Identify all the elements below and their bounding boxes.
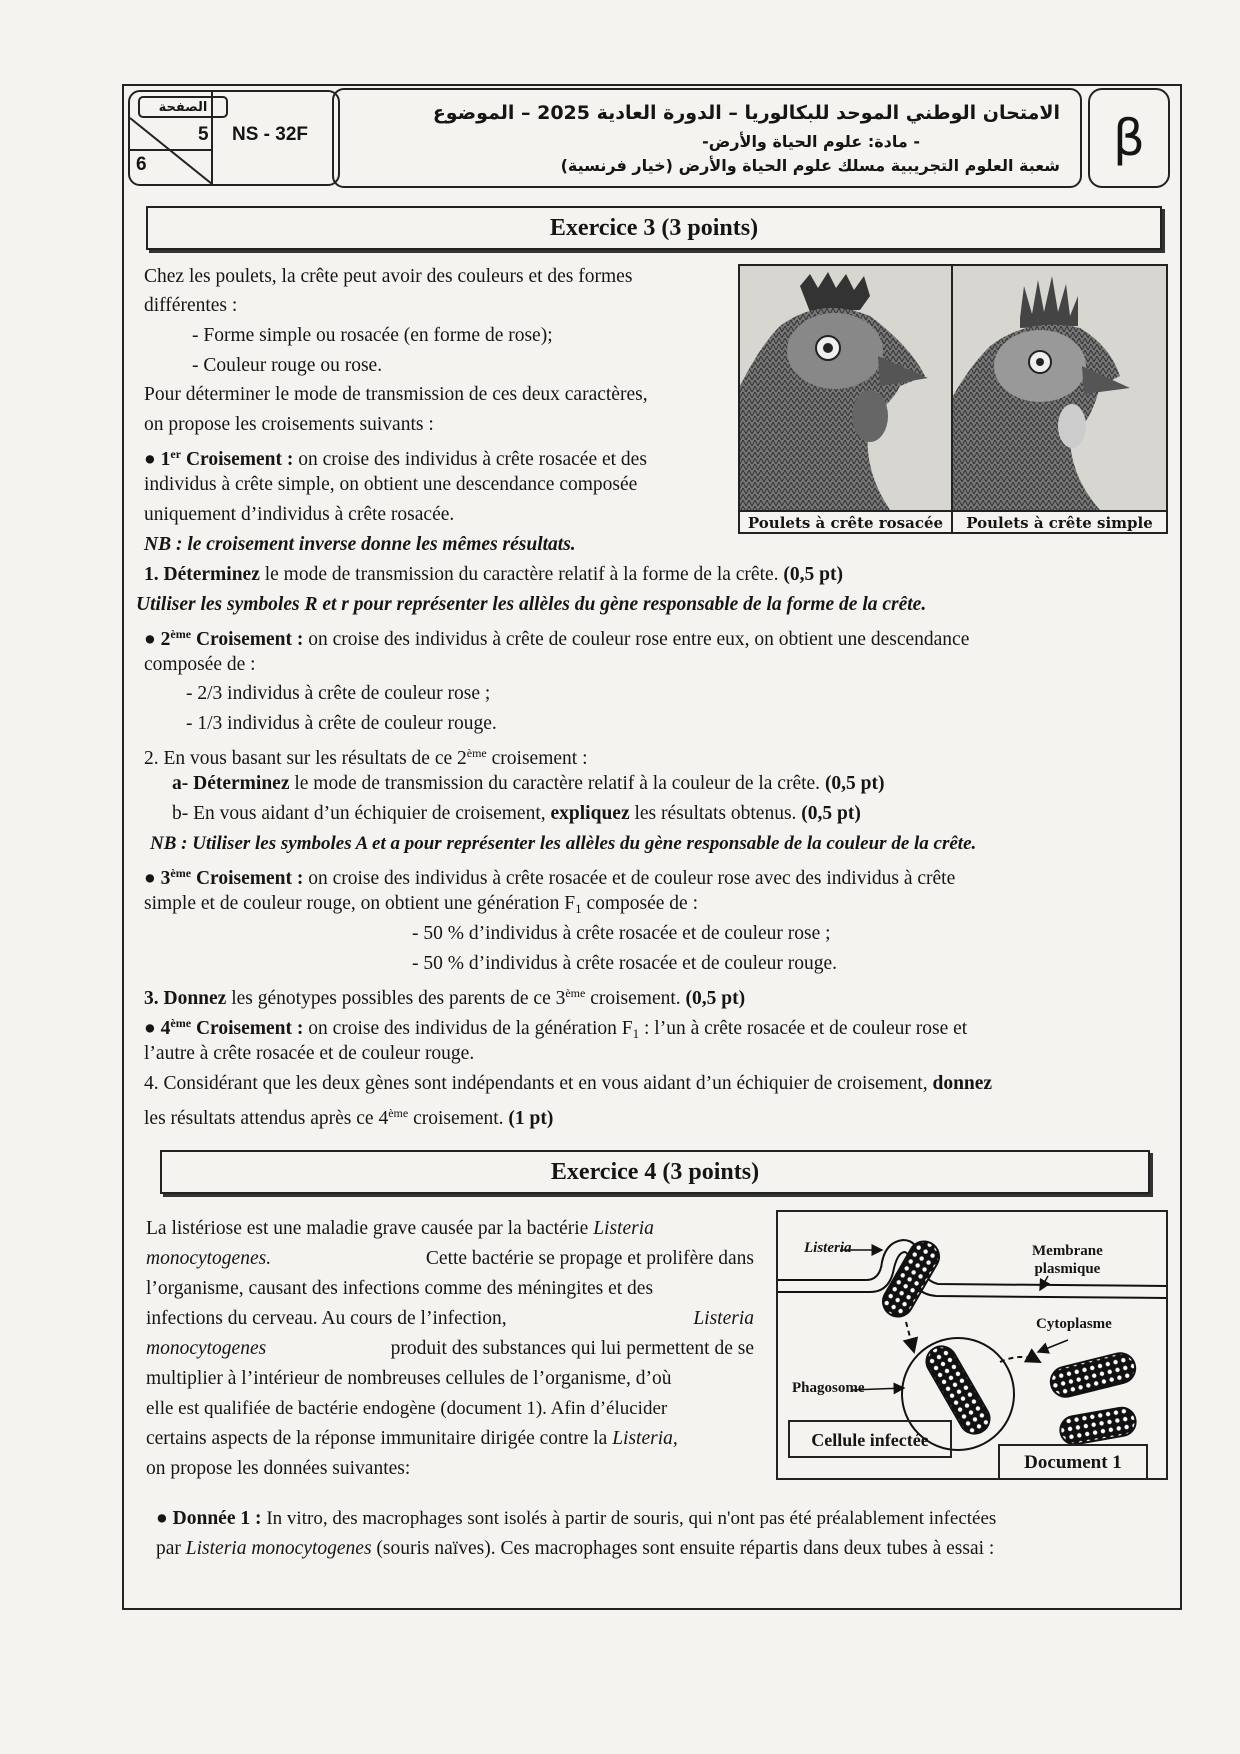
q3-text: les génotypes possibles des parents de ce 3	[231, 988, 566, 1009]
cross-3-text-2b: composée de :	[586, 893, 698, 914]
cross-3-result-2: - 50 % d’individus à crête rosacée et de couleur rouge.	[412, 953, 838, 974]
q4-verb: donnez	[932, 1073, 993, 1094]
label-membrane-2: plasmique	[1034, 1261, 1101, 1277]
ex3-item-1: - Forme simple ou rosacée (en forme de rose);	[192, 325, 553, 346]
cross-2-label: Croisement :	[195, 629, 304, 650]
cross-1-line-3: uniquement d’individus à crête rosacée.	[144, 504, 455, 525]
q1-hint: Utiliser les symboles R et r pour représenter les allèles du gène responsable de la forme de la crête.	[136, 594, 927, 615]
q2b-points: (0,5 pt)	[801, 803, 861, 824]
question-4	[144, 1069, 992, 1099]
q4-text: 4. Considérant que les deux gènes sont indépendants et en vous aidant d’un échiquier de croisement,	[144, 1073, 928, 1094]
cross-1-sup: er	[170, 447, 182, 461]
ex4-l5b: produit des substances qui lui permettent de se	[390, 1338, 754, 1359]
cross-3-text: on croise des individus à crête rosacée et de couleur rose avec des individus à crête	[308, 868, 956, 889]
q2b-verb: expliquez	[550, 803, 630, 824]
q3-text-2: croisement.	[590, 988, 681, 1009]
q2-text-a: 2. En vous basant sur les résultats de ce 2	[144, 748, 467, 769]
donnee-1-text: In vitro, des macrophages sont isolés à partir de souris, qui n'ont pas été préalablement infectées	[266, 1508, 997, 1529]
cross-3-result-1: - 50 % d’individus à crête rosacée et de couleur rose ;	[412, 923, 831, 944]
cross-2-line-1	[144, 620, 969, 655]
bullet: ●	[144, 1018, 156, 1039]
ex4-line-7: elle est qualifiée de bactérie endogène (document 1). Afin d’élucider	[146, 1398, 668, 1419]
cross-2-line-2: composée de :	[144, 654, 256, 675]
label-cellule-infectee: Cellule infectée	[788, 1420, 952, 1458]
q1-num: 1.	[144, 564, 159, 585]
bullet: ●	[144, 629, 156, 650]
ex3-para-1b: on propose les croisements suivants :	[144, 414, 434, 435]
q2-sup: ème	[466, 746, 487, 760]
nb-1: NB : le croisement inverse donne les mêmes résultats.	[144, 534, 576, 555]
cross-4-line-2: l’autre à crête rosacée et de couleur rouge.	[144, 1043, 475, 1064]
cross-2-sup: ème	[170, 627, 192, 641]
cross-1-label: Croisement :	[185, 449, 294, 470]
header-line-3: شعبة العلوم التجريبية مسلك علوم الحياة والأرض (خيار فرنسية)	[560, 156, 1060, 175]
single-comb-chicken	[953, 266, 1166, 510]
photo-caption-rose: Poulets à crête rosacée	[740, 510, 953, 534]
cross-2-num: 2	[160, 629, 171, 650]
q2a-prefix: a-	[172, 773, 189, 794]
question-4-line-2	[144, 1099, 553, 1134]
label-cytoplasme: Cytoplasme	[1036, 1316, 1112, 1332]
ex3-para-1a: Pour déterminer le mode de transmission de ces deux caractères,	[144, 384, 648, 405]
bullet: ●	[144, 449, 156, 470]
ex4-line-9: on propose les données suivantes:	[146, 1458, 411, 1479]
cross-4-text-2: : l’un à crête rosacée et de couleur rose et	[643, 1018, 968, 1039]
chicken-photos-drawing	[740, 266, 1166, 510]
chicken-photos	[738, 264, 1168, 534]
ex4-line-5	[146, 1334, 754, 1364]
ex4-l4b: Listeria	[693, 1308, 754, 1329]
exercise-3-title: Exercice 3 (3 points)	[146, 206, 1162, 250]
cross-4-sup: ème	[170, 1016, 192, 1030]
cross-2-result-2: - 1/3 individus à crête de couleur rouge.	[186, 713, 497, 734]
exam-header	[332, 88, 1082, 188]
cross-4-label: Croisement :	[195, 1018, 304, 1039]
cross-4-text: on croise des individus de la génération F	[308, 1018, 633, 1039]
ex3-intro-2: différentes :	[144, 295, 238, 316]
q1-points: (0,5 pt)	[783, 564, 843, 585]
cross-1-text: on croise des individus à crête rosacée et des	[298, 449, 647, 470]
ex4-line-3: l’organisme, causant des infections comme des méningites et des	[146, 1278, 654, 1299]
ex4-l5a: monocytogenes	[146, 1338, 267, 1359]
ex4-line-4	[146, 1304, 754, 1334]
q2a-verb: Déterminez	[193, 773, 290, 794]
q3-verb: Donnez	[163, 988, 227, 1009]
document-1-title: Document 1	[998, 1444, 1148, 1480]
ex4-l8b: Listeria,	[612, 1428, 678, 1449]
label-listeria: Listeria	[804, 1240, 852, 1256]
exam-code: NS - 32F	[232, 124, 309, 145]
q2b-prefix: b- En vous aidant d’un échiquier de croisement,	[172, 803, 546, 824]
version-beta: β	[1088, 88, 1170, 188]
cross-1-num: 1	[160, 449, 171, 470]
cross-2-result-1: - 2/3 individus à crête de couleur rose ;	[186, 683, 491, 704]
q1-text: le mode de transmission du caractère relatif à la forme de la crête.	[264, 564, 779, 585]
donnee-1-label: Donnée 1 :	[172, 1508, 262, 1529]
cross-3-label: Croisement :	[195, 868, 304, 889]
page-current: 5	[198, 124, 209, 145]
q3-points: (0,5 pt)	[685, 988, 746, 1009]
donnee-1-l2c: (souris naïves). Ces macrophages sont ensuite répartis dans deux tubes à essai :	[376, 1538, 995, 1559]
q3-sup: ème	[565, 986, 586, 1000]
ex4-l4a: infections du cerveau. Au cours de l’infection,	[146, 1308, 507, 1329]
cross-1-line-2: individus à crête simple, on obtient une descendance composée	[144, 474, 638, 495]
document-1	[776, 1210, 1168, 1480]
cross-3-text-2a: simple et de couleur rouge, on obtient une génération F	[144, 893, 576, 914]
nb-2: NB : Utiliser les symboles A et a pour représenter les allèles du gène responsable de la couleur de la crête.	[150, 833, 977, 854]
ex4-l1a: La listériose est une maladie grave causée par la bactérie	[146, 1218, 589, 1239]
q4-text-2a: les résultats attendus après ce 4	[144, 1108, 389, 1129]
donnee-1-line-1	[156, 1504, 996, 1534]
header-line-2: - مادة: علوم الحياة والأرض-	[702, 132, 920, 151]
cross-4-num: 4	[160, 1018, 171, 1039]
question-2a	[172, 769, 885, 799]
ex4-l1b: Listeria	[593, 1218, 654, 1239]
bullet: ●	[144, 868, 156, 889]
question-2b	[172, 799, 861, 829]
page-number-box	[128, 90, 340, 186]
donnee-1-l2b: Listeria monocytogenes	[185, 1538, 372, 1559]
cross-2-text: on croise des individus à crête de couleur rose entre eux, on obtient une descendance	[308, 629, 970, 650]
ex4-l2a: monocytogenes.	[146, 1248, 272, 1269]
donnee-1-l2a: par	[156, 1538, 181, 1559]
ex3-item-2: - Couleur rouge ou rose.	[192, 355, 383, 376]
rose-comb-chicken	[740, 266, 951, 510]
label-membrane-1: Membrane	[1032, 1243, 1103, 1259]
cross-4-sub: 1	[632, 1026, 640, 1041]
cross-3-num: 3	[160, 868, 171, 889]
page-total: 6	[136, 154, 147, 175]
ex4-line-1	[146, 1214, 654, 1244]
q2-text-b: croisement :	[491, 748, 588, 769]
exercise-4-title: Exercice 4 (3 points)	[160, 1150, 1150, 1194]
ex4-l2b: Cette bactérie se propage et prolifère dans	[425, 1248, 754, 1269]
q4-text-2b: croisement.	[413, 1108, 504, 1129]
bullet: ●	[156, 1508, 168, 1529]
cross-3-sup: ème	[170, 866, 192, 880]
ex4-line-2	[146, 1244, 754, 1274]
q4-points: (1 pt)	[508, 1108, 554, 1129]
donnee-1-line-2	[156, 1534, 994, 1564]
header-line-1: الامتحان الوطني الموحد للبكالوريا – الدورة العادية 2025 – الموضوع	[432, 102, 1060, 124]
ex4-l8a: certains aspects de la réponse immunitaire dirigée contre la	[146, 1428, 608, 1449]
cross-3-sub: 1	[575, 901, 582, 916]
q2a-text: le mode de transmission du caractère relatif à la couleur de la crête.	[294, 773, 821, 794]
question-1	[144, 560, 843, 590]
q2b-text: les résultats obtenus.	[634, 803, 797, 824]
ex3-intro-1: Chez les poulets, la crête peut avoir des couleurs et des formes	[144, 266, 633, 287]
label-membrane	[1032, 1242, 1103, 1278]
ex4-line-6: multiplier à l’intérieur de nombreuses cellules de l’organisme, d’où	[146, 1368, 672, 1389]
label-phagosome: Phagosome	[792, 1380, 865, 1396]
q4-sup: ème	[388, 1106, 409, 1120]
q3-num: 3.	[144, 988, 159, 1009]
q2a-points: (0,5 pt)	[824, 773, 885, 794]
q1-verb: Déterminez	[163, 564, 260, 585]
ex4-line-8	[146, 1424, 678, 1454]
page-label: الصفحة	[138, 96, 228, 118]
photo-caption-simple: Poulets à crête simple	[953, 510, 1166, 534]
